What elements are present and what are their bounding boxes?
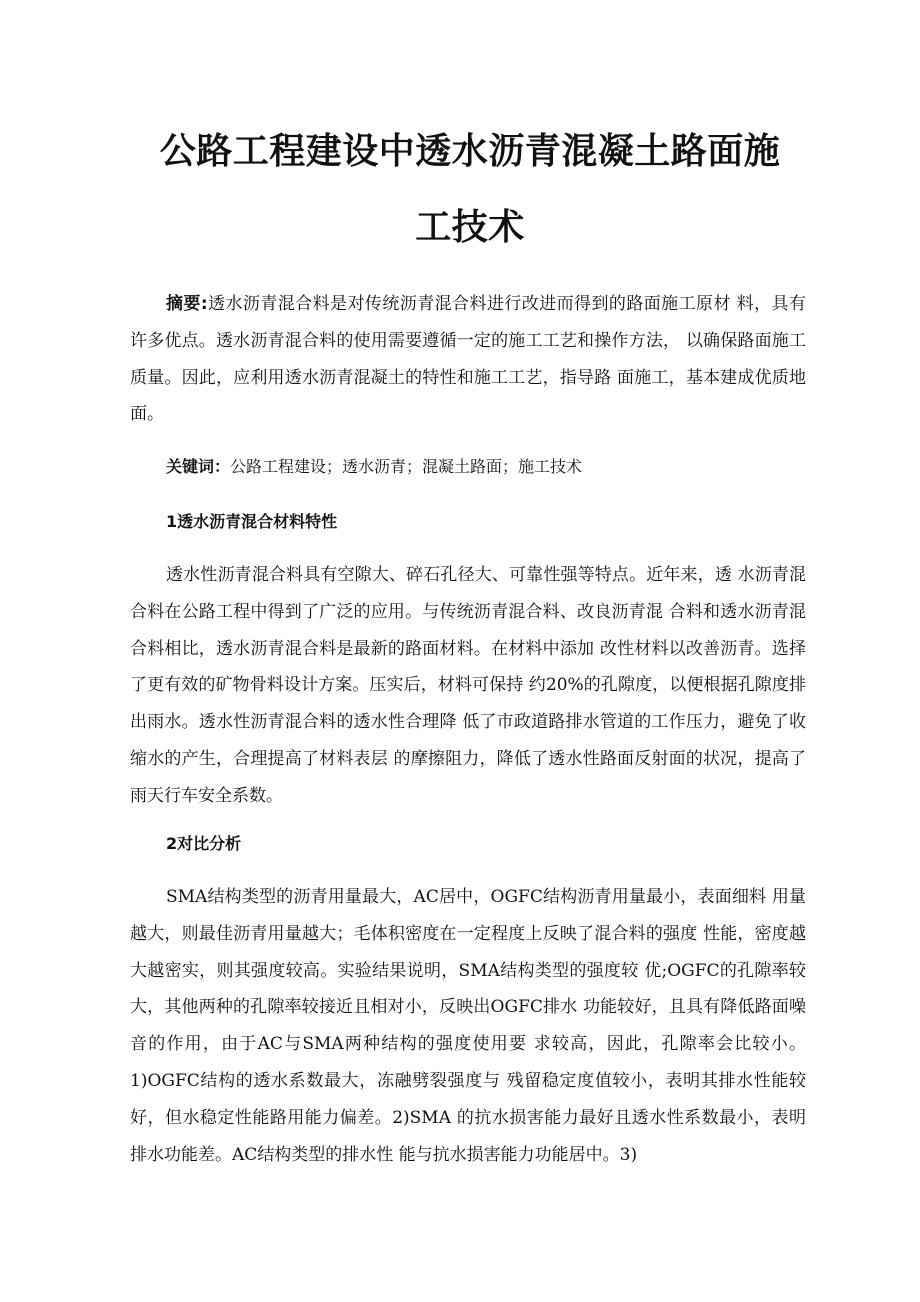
- abstract-text: 透水沥青混合料是对传统沥青混合料进行改进而得到的路面施工原材 料，具有许多优点。透水沥青混合料的使用需要遵循一定的施工工艺和操作方法， 以确保路面施工质量。因此，应利用透水沥青混凝土的特性和施工工艺，指导路 面施工，基本建成优质地面。: [130, 294, 806, 425]
- keywords-line: [166, 455, 582, 479]
- document-title-line1: 公路工程建设中透水沥青混凝土路面施: [159, 131, 781, 173]
- document-title-line2: 工技术: [415, 207, 525, 249]
- keywords-text: 公路工程建设；透水沥青；混凝土路面；施工技术: [230, 457, 583, 476]
- abstract-label: 摘要:: [166, 294, 208, 314]
- section2-paragraph: SMA结构类型的沥青用量最大，AC居中，OGFC结构沥青用量最小，表面细料 用量越大，则最佳沥青用量越大；毛体积密度在一定程度上反映了混合料的强度 性能，密度越大越密实，则其强度较高。实验结果说明，SMA结构类型的强度较 优;OGFC的孔隙率较大，其他两种的孔隙率较接近且相对小，反映出OGFC排水 功能较好，且具有降低路面噪音的作用，由于AC与SMA两种结构的强度使用要 求较高，因此，孔隙率会比较小。1)OGFC结构的透水系数最大，冻融劈裂强度与 残留稳定度值较小，表明其排水性能较好，但水稳定性能路用能力偏差。2)SMA 的抗水损害能力最好且透水性系数最小，表明排水功能差。AC结构类型的排水性 能与抗水损害能力功能居中。3): [130, 887, 806, 1165]
- keywords-label: 关键词：: [166, 457, 231, 476]
- section1-heading: 1透水沥青混合材料特性: [166, 512, 338, 531]
- section2-heading: 2对比分析: [166, 834, 242, 853]
- section1-paragraph: 透水性沥青混合料具有空隙大、碎石孔径大、可靠性强等特点。近年来，透 水沥青混合料在公路工程中得到了广泛的应用。与传统沥青混合料、改良沥青混 合料和透水沥青混合料相比，透水沥青混合料是最新的路面材料。在材料中添加 改性材料以改善沥青。选择了更有效的矿物骨料设计方案。压实后，材料可保持 约20%的孔隙度，以便根据孔隙度排出雨水。透水性沥青混合料的透水性合理降 低了市政道路排水管道的工作压力，避免了收缩水的产生，合理提高了材料表层 的摩擦阻力，降低了透水性路面反射面的状况，提高了雨天行车安全系数。: [130, 565, 806, 806]
- abstract-paragraph: [130, 286, 806, 433]
